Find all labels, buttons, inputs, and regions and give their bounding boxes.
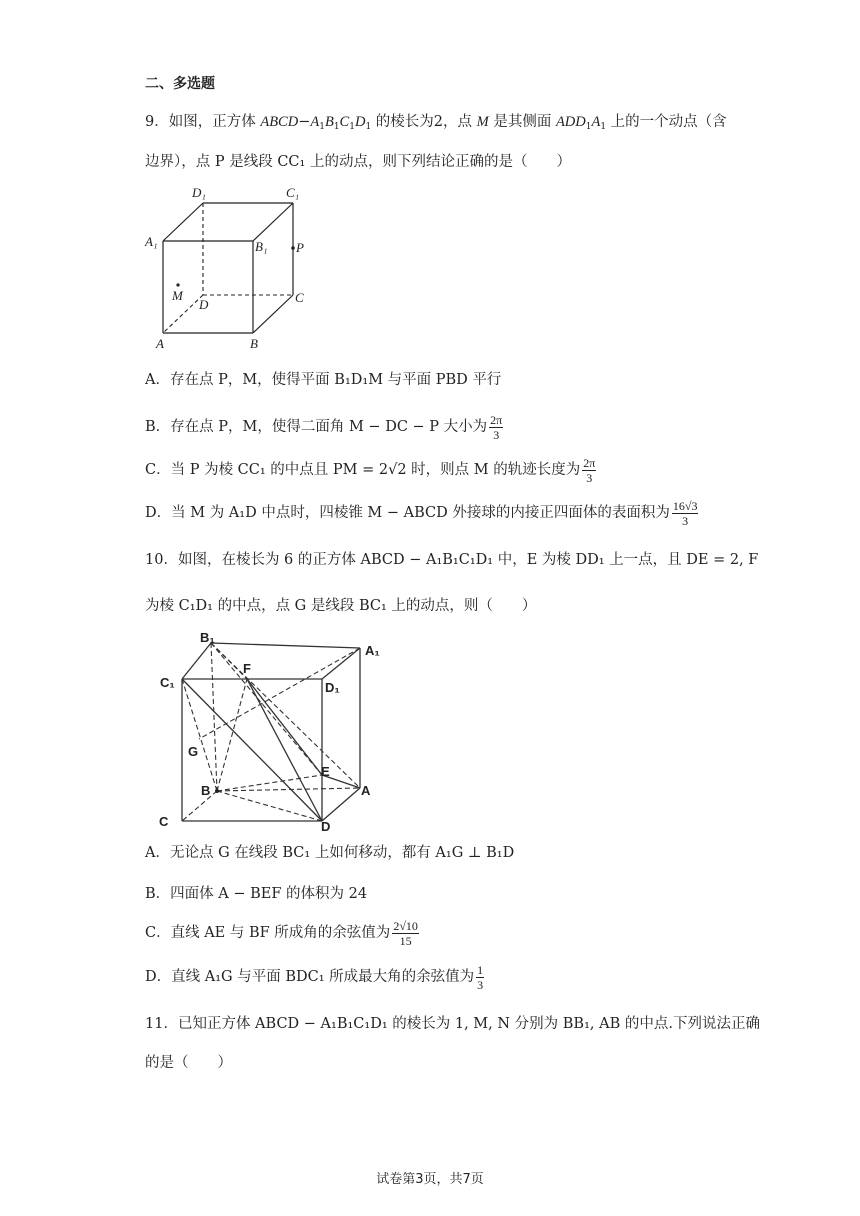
label-B1: B₁ bbox=[255, 239, 268, 254]
q9-cube-figure bbox=[140, 182, 340, 352]
q9-option-a: A．存在点 P，M，使得平面 B₁D₁M 与平面 PBD 平行 bbox=[145, 372, 502, 388]
q9-option-b: B．存在点 P，M，使得二面角 M − DC − P 大小为 $\frac{2\pi}{3}$ bbox=[145, 412, 503, 442]
q10-cube-figure bbox=[155, 625, 395, 835]
q10-option-c: C．直线 AE 与 BF 所成角的余弦值为 $\frac{2√10}{15}$ bbox=[145, 918, 418, 948]
label-C: C bbox=[159, 814, 169, 829]
label-C1: C₁ bbox=[286, 185, 300, 200]
q11-stem-line1: 11．已知正方体 ABCD − A₁B₁C₁D₁ 的棱长为 1, M, N 分别为 BB₁, AB 的中点.下列说法正确 bbox=[145, 1016, 760, 1032]
label-G: G bbox=[188, 744, 199, 759]
label-C1: C₁ bbox=[160, 675, 175, 690]
label-C: C bbox=[295, 290, 304, 305]
q9-option-d: D．当 M 为 A₁D 中点时，四棱锥 M − ABCD 外接球的内接正四面体的表面积为 $\frac{16√3}{3}$ bbox=[145, 498, 698, 528]
q9-stem-line2: 边界），点 P 是线段 CC₁ 上的动点，则下列结论正确的是（ ） bbox=[145, 154, 571, 170]
label-D: D bbox=[199, 297, 209, 312]
label-D1: D₁ bbox=[192, 185, 206, 200]
label-A: A bbox=[361, 783, 371, 798]
q10-option-b: B．四面体 A − BEF 的体积为 24 bbox=[145, 886, 368, 902]
q10-stem-line1: 10．如图，在棱长为 6 的正方体 ABCD − A₁B₁C₁D₁ 中，E 为棱 DD₁ 上一点，且 DE = 2, F bbox=[145, 552, 759, 568]
label-D1: D₁ bbox=[325, 680, 340, 695]
label-A1: A₁ bbox=[365, 643, 380, 658]
label-A: A bbox=[156, 336, 164, 351]
page-footer: 试卷第3页，共7页 bbox=[376, 1172, 484, 1187]
label-A1: A₁ bbox=[145, 234, 158, 249]
section-title: 二、多选题 bbox=[145, 76, 215, 92]
q10-option-a: A．无论点 G 在线段 BC₁ 上如何移动，都有 A₁G ⊥ B₁D bbox=[145, 845, 515, 861]
q11-stem-line2: 的是（ ） bbox=[145, 1055, 232, 1071]
label-B1: B₁ bbox=[200, 630, 215, 645]
q9-stem-line1: 9．如图，正方体 $ABCD-A_1B_1C_1D_1$ 的棱长为2，点 M 是其侧面 $ADD_1A_1$ 上的一个动点（含 bbox=[145, 114, 727, 132]
label-B: B bbox=[201, 783, 211, 798]
label-F: F bbox=[243, 661, 251, 676]
label-P: P bbox=[296, 240, 304, 255]
label-M: M bbox=[172, 288, 183, 303]
q10-option-d: D．直线 A₁G 与平面 BDC₁ 所成最大角的余弦值为 $\frac{1}{3}$ bbox=[145, 962, 484, 992]
label-D: D bbox=[321, 819, 331, 834]
q10-stem-line2: 为棱 C₁D₁ 的中点，点 G 是线段 BC₁ 上的动点，则（ ） bbox=[145, 598, 537, 614]
label-B: B bbox=[250, 336, 258, 351]
q9-option-c: C．当 P 为棱 CC₁ 的中点且 PM = 2√2 时，则点 M 的轨迹长度为 $\frac{2\pi}{3}$ bbox=[145, 455, 596, 485]
label-E: E bbox=[321, 764, 330, 779]
